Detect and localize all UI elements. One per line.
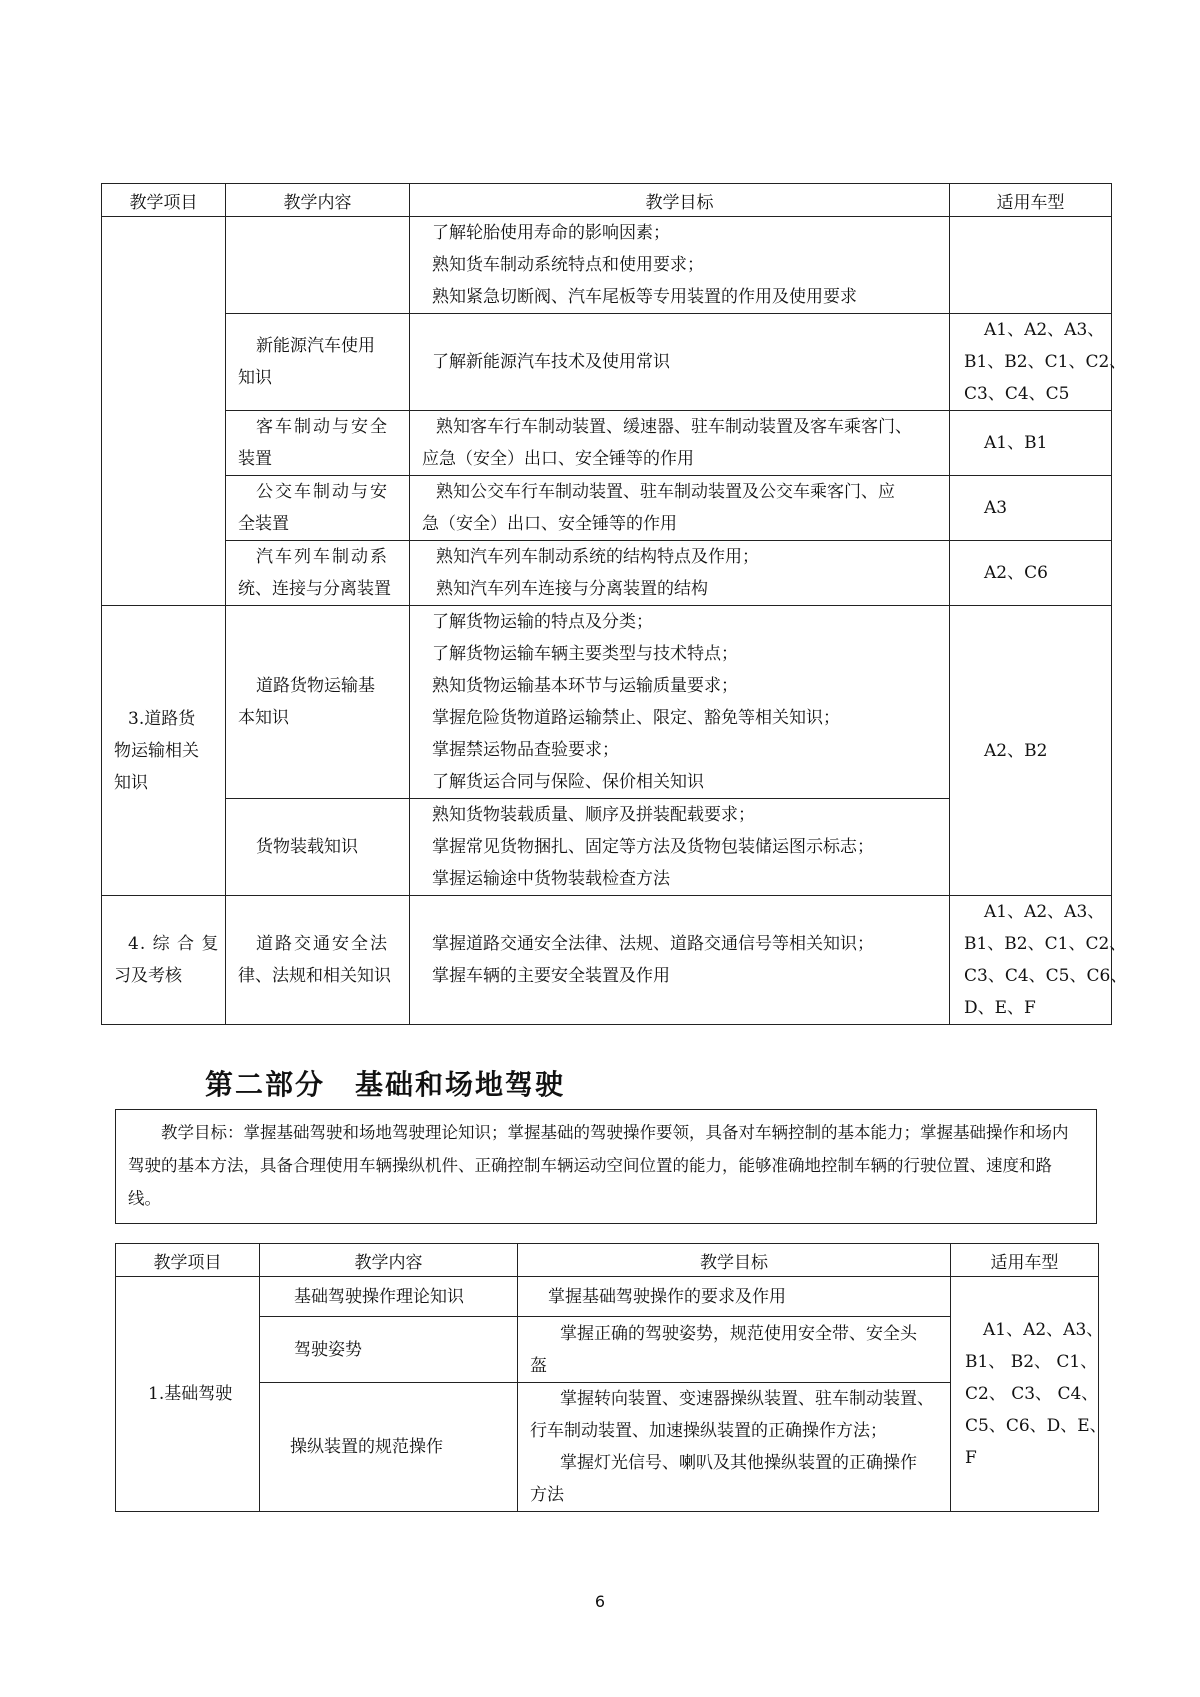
content-line: 统、连接与分离装置 [238,579,391,599]
goal-line: 熟知汽车列车连接与分离装置的结构 [436,579,708,599]
goal-cell [518,1277,951,1317]
goal-line: 急（安全）出口、安全锤等的作用 [422,514,677,534]
content-line: 客车制动与安全 [256,417,389,437]
project-cell-continued [102,217,226,606]
content-cell [226,606,410,799]
content-line: 知识 [238,368,272,388]
content-line: 本知识 [238,708,289,728]
table-row [102,476,1112,541]
goal-line: 应急（安全）出口、安全锤等的作用 [422,449,694,469]
goal-line: 了解货物运输车辆主要类型与技术特点； [432,644,738,664]
vehicle-line: A1、A2、A3、 [984,320,1105,340]
goal-line: 了解货运合同与保险、保价相关知识 [432,772,704,792]
vehicle-line: D、E、F [964,998,1036,1018]
section-title: 第二部分 基础和场地驾驶 [205,1068,566,1101]
vehicle-line: B1、B2、C1、C2、 [964,352,1127,372]
goal-line: 掌握转向装置、变速器操纵装置、驻车制动装置、 [560,1389,934,1409]
content-cell [226,411,410,476]
goal-cell [410,541,950,606]
goal-line: 了解轮胎使用寿命的影响因素； [432,223,670,243]
header-project: 教学项目 [116,1244,260,1277]
vehicle-cell [950,411,1112,476]
header-goal: 教学目标 [518,1244,951,1277]
content-line: 汽车列车制动系 [256,547,389,567]
project-cell [102,606,226,896]
goal-cell [410,411,950,476]
vehicle-line: C3、C4、C5 [964,384,1070,404]
teaching-goal-box: 教学目标：掌握基础驾驶和场地驾驶理论知识；掌握基础的驾驶操作要领，具备对车辆控制的基本能力；掌握基础操作和场内驾驶的基本方法，具备合理使用车辆操纵机件、正确控制车辆运动空间位置的能力，能够准确地控制车辆的行驶位置、速度和路线。 [115,1109,1097,1224]
vehicle-line: A2、B2 [984,740,1048,761]
project-line: 知识 [114,772,148,793]
vehicle-line: C2、 C3、 C4、 [965,1384,1099,1404]
header-vehicle: 适用车型 [951,1244,1099,1277]
vehicle-line: B1、 B2、 C1、 [965,1352,1098,1372]
goal-line: 熟知汽车列车制动系统的结构特点及作用； [436,547,759,567]
project-line: 4. 综 合 复 [128,934,220,954]
content-cell [226,799,410,896]
vehicle-cell [950,217,1112,314]
goal-line: 行车制动装置、加速操纵装置的正确操作方法； [530,1421,887,1441]
table-row [102,411,1112,476]
vehicle-line: A1、B1 [984,433,1048,453]
vehicle-line: A3 [984,498,1008,518]
project-line: 3.道路货 [128,708,196,729]
content-line: 道路交通安全法 [256,934,389,954]
vehicle-cell [951,1277,1107,1512]
content-line: 操纵装置的规范操作 [290,1437,443,1457]
content-cell [260,1383,518,1512]
project-cell [102,896,226,1025]
table-header-row [116,1244,1099,1277]
vehicle-line: F [965,1448,977,1468]
content-line: 新能源汽车使用 [256,336,375,356]
goal-line: 掌握基础驾驶操作的要求及作用 [548,1286,786,1307]
content-line: 驾驶姿势 [294,1339,362,1360]
goal-cell [410,606,950,799]
goal-line: 熟知货物装载质量、顺序及拼装配载要求； [432,805,755,825]
project-line: 1.基础驾驶 [148,1384,233,1404]
goal-cell [518,1317,951,1383]
content-line: 律、法规和相关知识 [238,966,391,986]
header-vehicle: 适用车型 [950,184,1112,217]
goal-line: 熟知客车行车制动装置、缓速器、驻车制动装置及客车乘客门、 [436,417,912,437]
table-row [116,1277,1099,1317]
goal-cell [518,1383,951,1512]
content-cell [260,1317,518,1383]
header-project: 教学项目 [102,184,226,217]
vehicle-cell [950,606,1112,896]
content-line: 道路货物运输基 [256,676,375,696]
content-cell [226,217,410,314]
header-content: 教学内容 [260,1244,518,1277]
vehicle-line: A1、A2、A3、 [984,902,1105,922]
vehicle-line: A2、C6 [984,563,1048,583]
project-cell [116,1277,260,1512]
table-row [102,217,1112,314]
content-line: 基础驾驶操作理论知识 [294,1286,464,1307]
goal-line: 掌握车辆的主要安全装置及作用 [432,966,670,986]
vehicle-cell [950,541,1112,606]
goal-line: 了解新能源汽车技术及使用常识 [432,352,670,372]
goal-line: 掌握常见货物捆扎、固定等方法及货物包装储运图示标志； [432,837,874,857]
goal-cell [410,314,950,411]
content-line: 装置 [238,449,272,469]
content-cell [226,476,410,541]
vehicle-line: B1、B2、C1、C2、 [964,934,1127,954]
goal-line: 熟知货车制动系统特点和使用要求； [432,255,704,275]
goal-line: 掌握正确的驾驶姿势，规范使用安全带、安全头 [560,1323,917,1344]
header-content: 教学内容 [226,184,410,217]
table-row [102,314,1112,411]
project-line: 物运输相关 [114,740,199,761]
vehicle-line: C3、C4、C5、C6、 [964,966,1128,986]
teaching-table-part1 [101,183,1128,1025]
goal-line: 掌握运输途中货物装载检查方法 [432,869,670,889]
goal-cell [410,896,950,1025]
content-line: 货物装载知识 [256,837,358,857]
content-cell [226,314,410,411]
content-cell [260,1277,518,1317]
goal-line: 了解货物运输的特点及分类； [432,612,653,632]
vehicle-cell [950,896,1128,1025]
goal-line: 方法 [530,1485,564,1505]
goal-line: 掌握危险货物道路运输禁止、限定、豁免等相关知识； [432,708,840,728]
vehicle-line: A1、A2、A3、 [983,1320,1104,1340]
goal-line: 盔 [530,1355,547,1376]
table-row [102,896,1112,1025]
content-line: 公交车制动与安 [256,482,389,502]
goal-line: 熟知紧急切断阀、汽车尾板等专用装置的作用及使用要求 [432,287,857,307]
teaching-table-part2 [115,1243,1107,1512]
content-line: 全装置 [238,514,289,534]
page-number: 6 [594,1592,606,1611]
content-cell [226,541,410,606]
goal-cell [410,799,950,896]
table-header-row [102,184,1112,217]
goal-line: 掌握灯光信号、喇叭及其他操纵装置的正确操作 [560,1453,917,1473]
vehicle-cell [950,476,1112,541]
goal-line: 熟知货物运输基本环节与运输质量要求； [432,676,738,696]
goal-cell [410,217,950,314]
project-line: 习及考核 [114,966,182,986]
goal-line: 掌握道路交通安全法律、法规、道路交通信号等相关知识； [432,934,874,954]
goal-line: 掌握禁运物品查验要求； [432,740,619,760]
vehicle-line: C5、C6、D、E、 [965,1416,1107,1436]
header-goal: 教学目标 [410,184,950,217]
table-row [102,541,1112,606]
vehicle-cell [950,314,1127,411]
table-row [102,606,1112,799]
content-cell [226,896,410,1025]
goal-cell [410,476,950,541]
goal-line: 熟知公交车行车制动装置、驻车制动装置及公交车乘客门、应 [436,482,895,502]
